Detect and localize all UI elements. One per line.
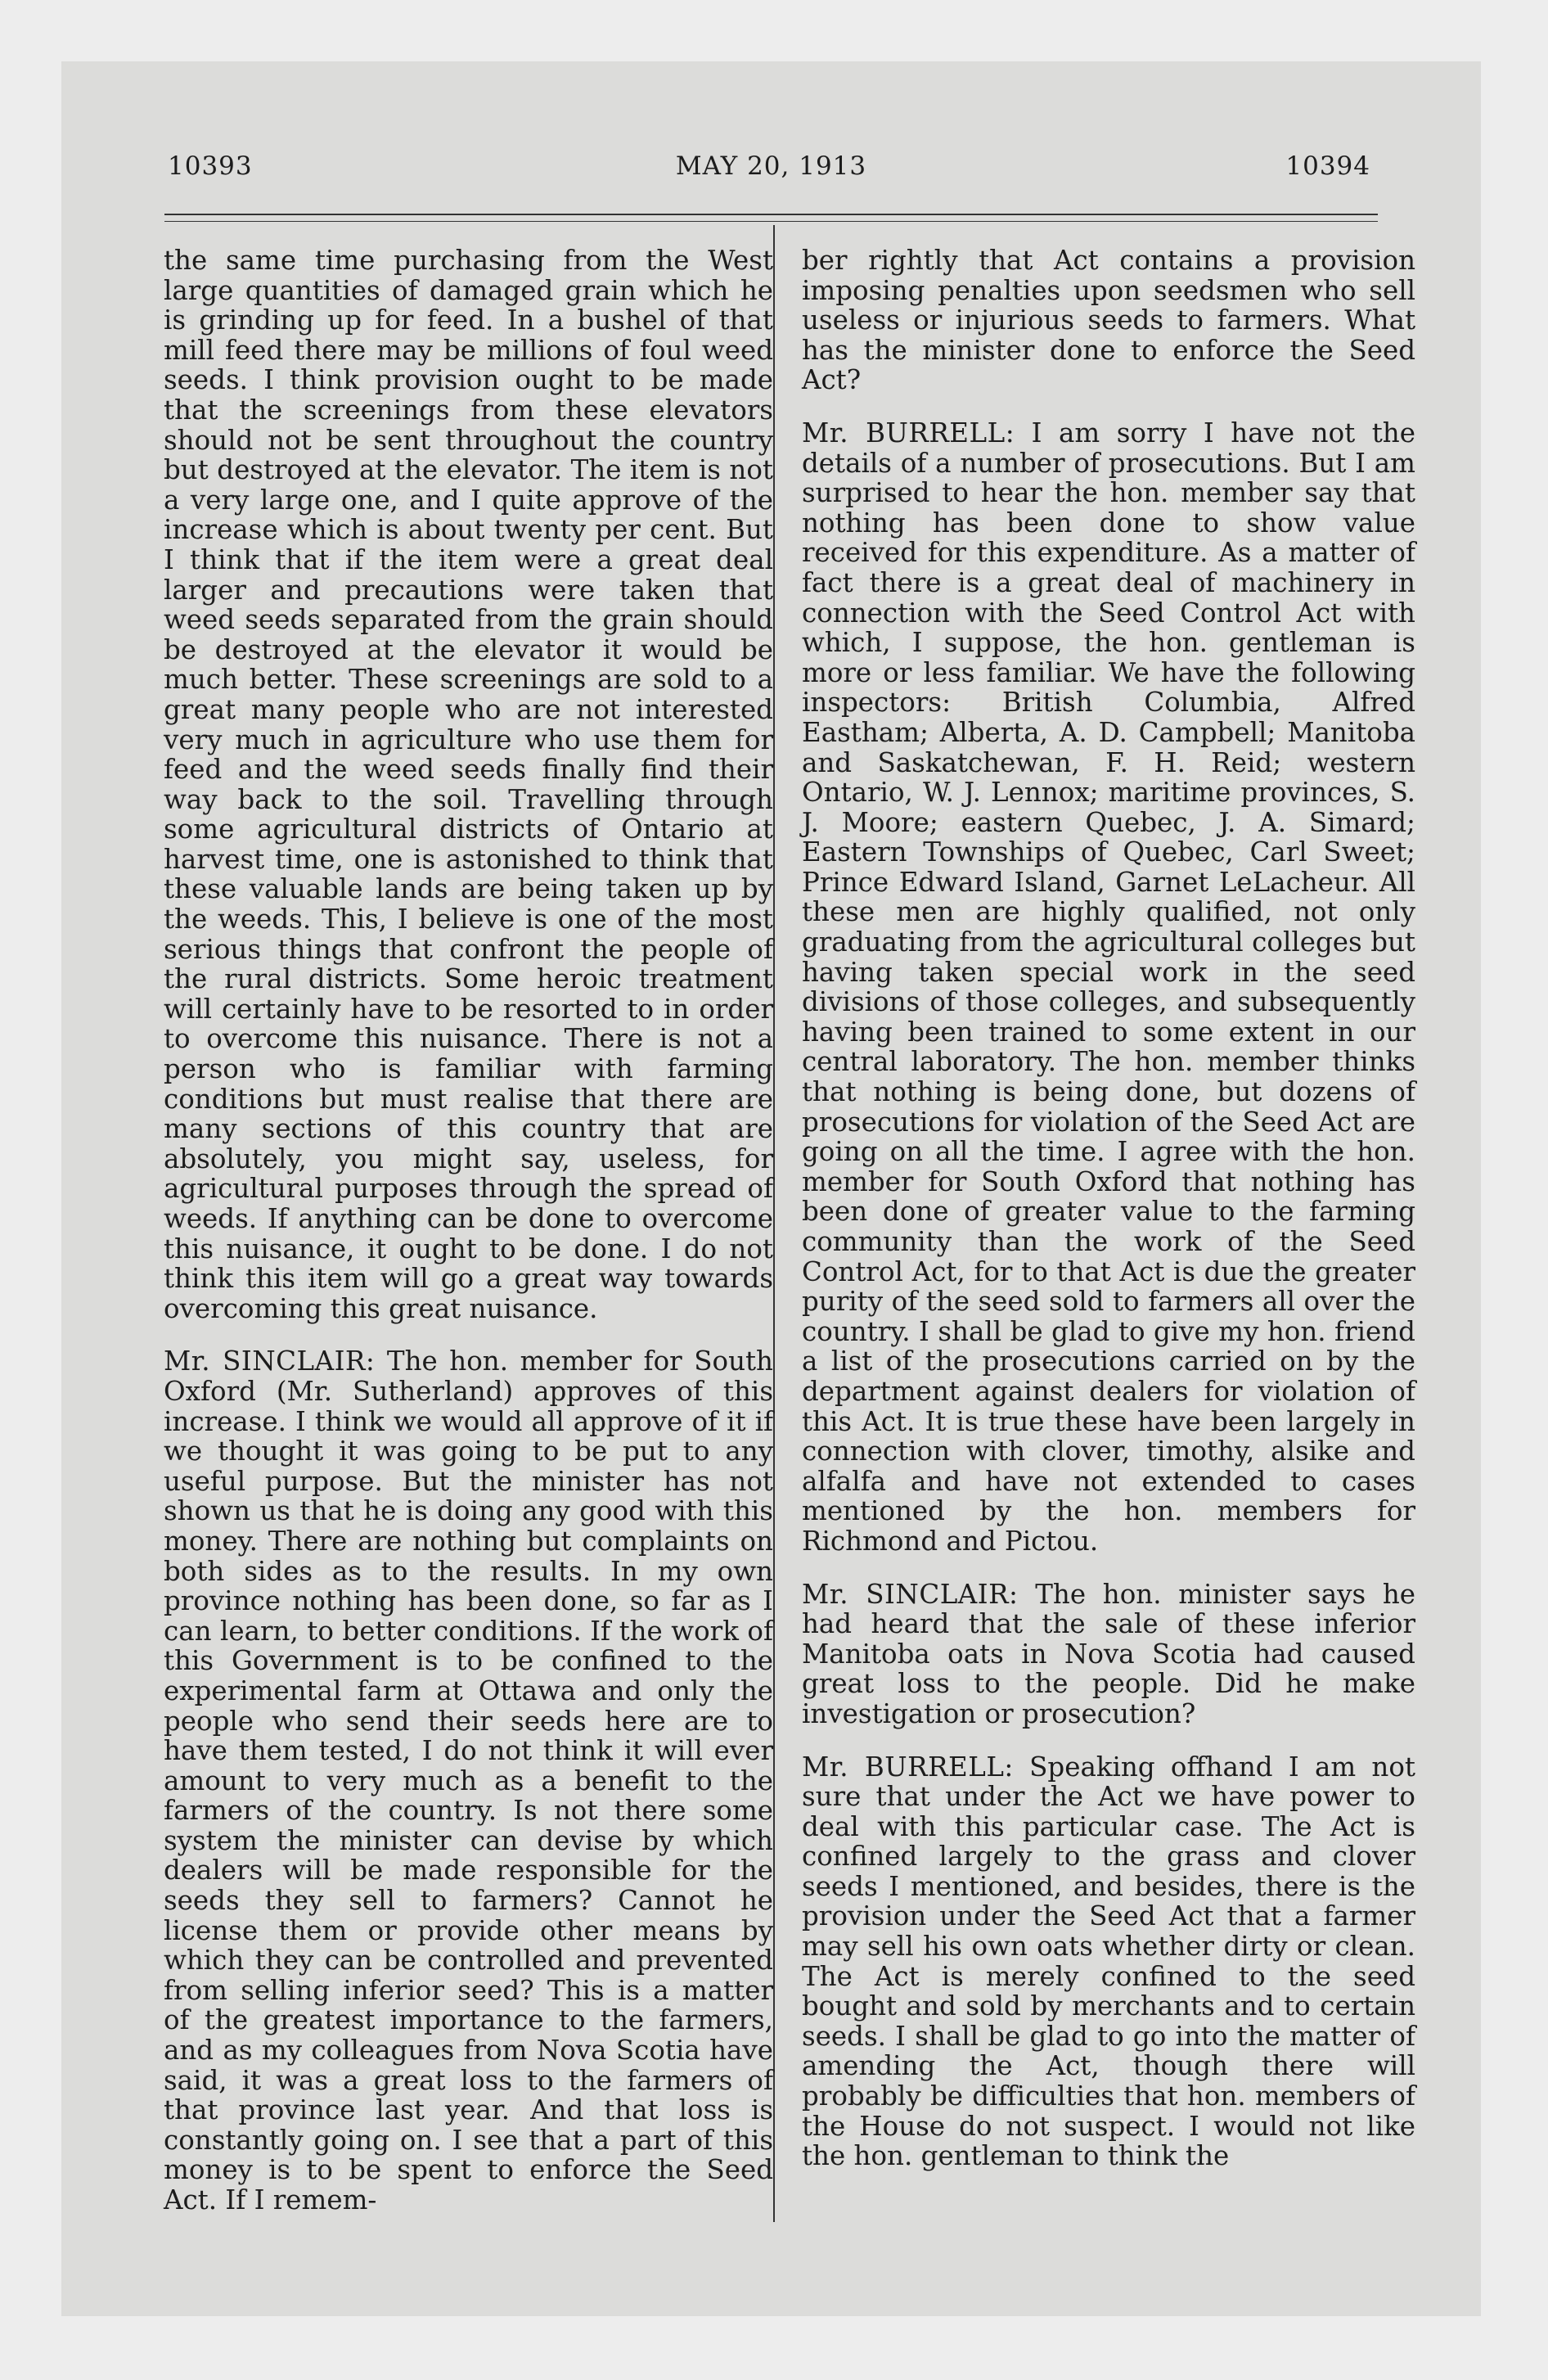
hansard-page [61, 61, 1481, 2316]
right-column [802, 246, 1415, 2171]
speaker-name: Mr. BURRELL: [802, 417, 1015, 449]
paragraph-text: The hon. member for South Oxford (Mr. Sutherland) approves of this increase. I think we would all approve of it if we thought it was going to be put to any useful purpose. But the minister has not shown us that he is doing any good with this money. There are nothing but complaints on both sides as to the results. In my own province nothing has been done, so far as I can learn, to better conditions. If the work of this Government is to be confined to the experimental farm at Ottawa and only the people who send their seeds here are to have them tested, I do not think it will ever amount to very much as a benefit to the farmers of the country. Is not there some system the minister can devise by which dealers will be made responsible for the seeds they sell to farmers? Cannot he license them or provide other means by which they can be controlled and prevented from selling inferior seed? This is a matter of the greatest importance to the farmers, and as my colleagues from Nova Scotia have said, it was a great loss to the farmers of that province last year. And that loss is constantly going on. I see that a part of this money is to be spent to enforce the Seed Act. If I remem- [164, 1346, 773, 2215]
paragraph-text: the same time purchasing from the West large quantities of damaged grain which he is grinding up for feed. In a bushel of that mill feed there may be millions of foul weed seeds. I think provision ought to be made that the screenings from these elevators should not be sent throughout the country but destroyed at the elevator. The item is not a very large one, and I quite approve of the increase which is about twenty per cent. But I think that if the item were a great deal larger and precautions were taken that weed seeds separated from the grain should be destroyed at the elevator it would be much better. These screenings are sold to a great many people who are not interested very much in agriculture who use them for feed and the weed seeds finally find their way back to the soil. Travelling through some agricultural districts of Ontario at harvest time, one is astonished to think that these valuable lands are being taken up by the weeds. This, I believe is one of the most serious things that confront the people of the rural districts. Some heroic treatment will certainly have to be resorted to in order to overcome this nuisance. There is not a person who is familiar with farming conditions but must realise that there are many sections of this country that are absolutely, you might say, useless, for agricultural purposes through the spread of weeds. If anything can be done to overcome this nuisance, it ought to be done. I do not think this item will go a great way towards overcoming this great nuisance. [164, 245, 773, 1324]
column-divider [773, 225, 775, 2222]
paragraph-text: Speaking offhand I am not sure that under the Act we have power to deal with this particular case. The Act is confined largely to the grass and clover seeds I mentioned, and besides, there is the provision under the Seed Act that a farmer may sell his own oats whether dirty or clean. The Act is merely confined to the seed bought and sold by merchants and to certain seeds. I shall be glad to go into the matter of amending the Act, though there will probably be difficulties that hon. members of the House do not suspect. I would not like the hon. gentleman to think the [802, 1751, 1415, 2172]
speaker-name: Mr. BURRELL: [802, 1751, 1014, 1783]
paragraph-text: ber rightly that Act contains a provision imposing penalties upon seedsmen who sell useless or injurious seeds to farmers. What has the minister done to enforce the Seed Act? [802, 245, 1415, 396]
paragraph-text: I am sorry I have not the details of a number of prosecutions. But I am surprised to hear the hon. member say that nothing has been done to show value received for this expenditure. As a matter of fact there is a great deal of machinery in connection with the Seed Control Act with which, I suppose, the hon. gentleman is more or less familiar. We have the following inspectors: British Columbia, Alfred Eastham; Alberta, A. D. Campbell; Manitoba and Saskatchewan, F. H. Reid; western Ontario, W. J. Lennox; maritime provinces, S. J. Moore; eastern Quebec, J. A. Simard; Eastern Townships of Quebec, Carl Sweet; Prince Edward Island, Garnet LeLacheur. All these men are highly qualified, not only graduating from the agricultural colleges but having taken special work in the seed divisions of those colleges, and subsequently having been trained to some extent in our central laboratory. The hon. member thinks that nothing is being done, but dozens of prosecutions for violation of the Seed Act are going on all the time. I agree with the hon. member for South Oxford that nothing has been done of greater value to the farming community than the work of the Seed Control Act, for to that Act is due the greater purity of the seed sold to farmers all over the country. I shall be glad to give my hon. friend a list of the prosecutions carried on by the department against dealers for violation of this Act. It is true these have been largely in connection with clover, timothy, alsike and alfalfa and have not extended to cases mentioned by the hon. members for Richmond and Pictou. [802, 417, 1415, 1557]
header-rule [164, 214, 1378, 215]
paragraph [164, 1346, 773, 2215]
right-page-number: 10394 [1285, 151, 1370, 181]
paragraph [802, 246, 1415, 395]
speaker-name: Mr. SINCLAIR: [802, 1578, 1019, 1610]
paragraph-text: The hon. minister says he had heard that the sale of these inferior Manitoba oats in Nova Scotia had caused great loss to the people. Did he make investigation or prosecution? [802, 1578, 1415, 1729]
page-date: MAY 20, 1913 [675, 151, 867, 181]
left-column [164, 246, 773, 2215]
paragraph [802, 1752, 1415, 2171]
paragraph [802, 418, 1415, 1557]
paragraph [164, 246, 773, 1323]
speaker-name: Mr. SINCLAIR: [164, 1346, 376, 1377]
left-page-number: 10393 [168, 151, 253, 181]
paragraph [802, 1580, 1415, 1729]
header-rule-thin [164, 221, 1378, 222]
